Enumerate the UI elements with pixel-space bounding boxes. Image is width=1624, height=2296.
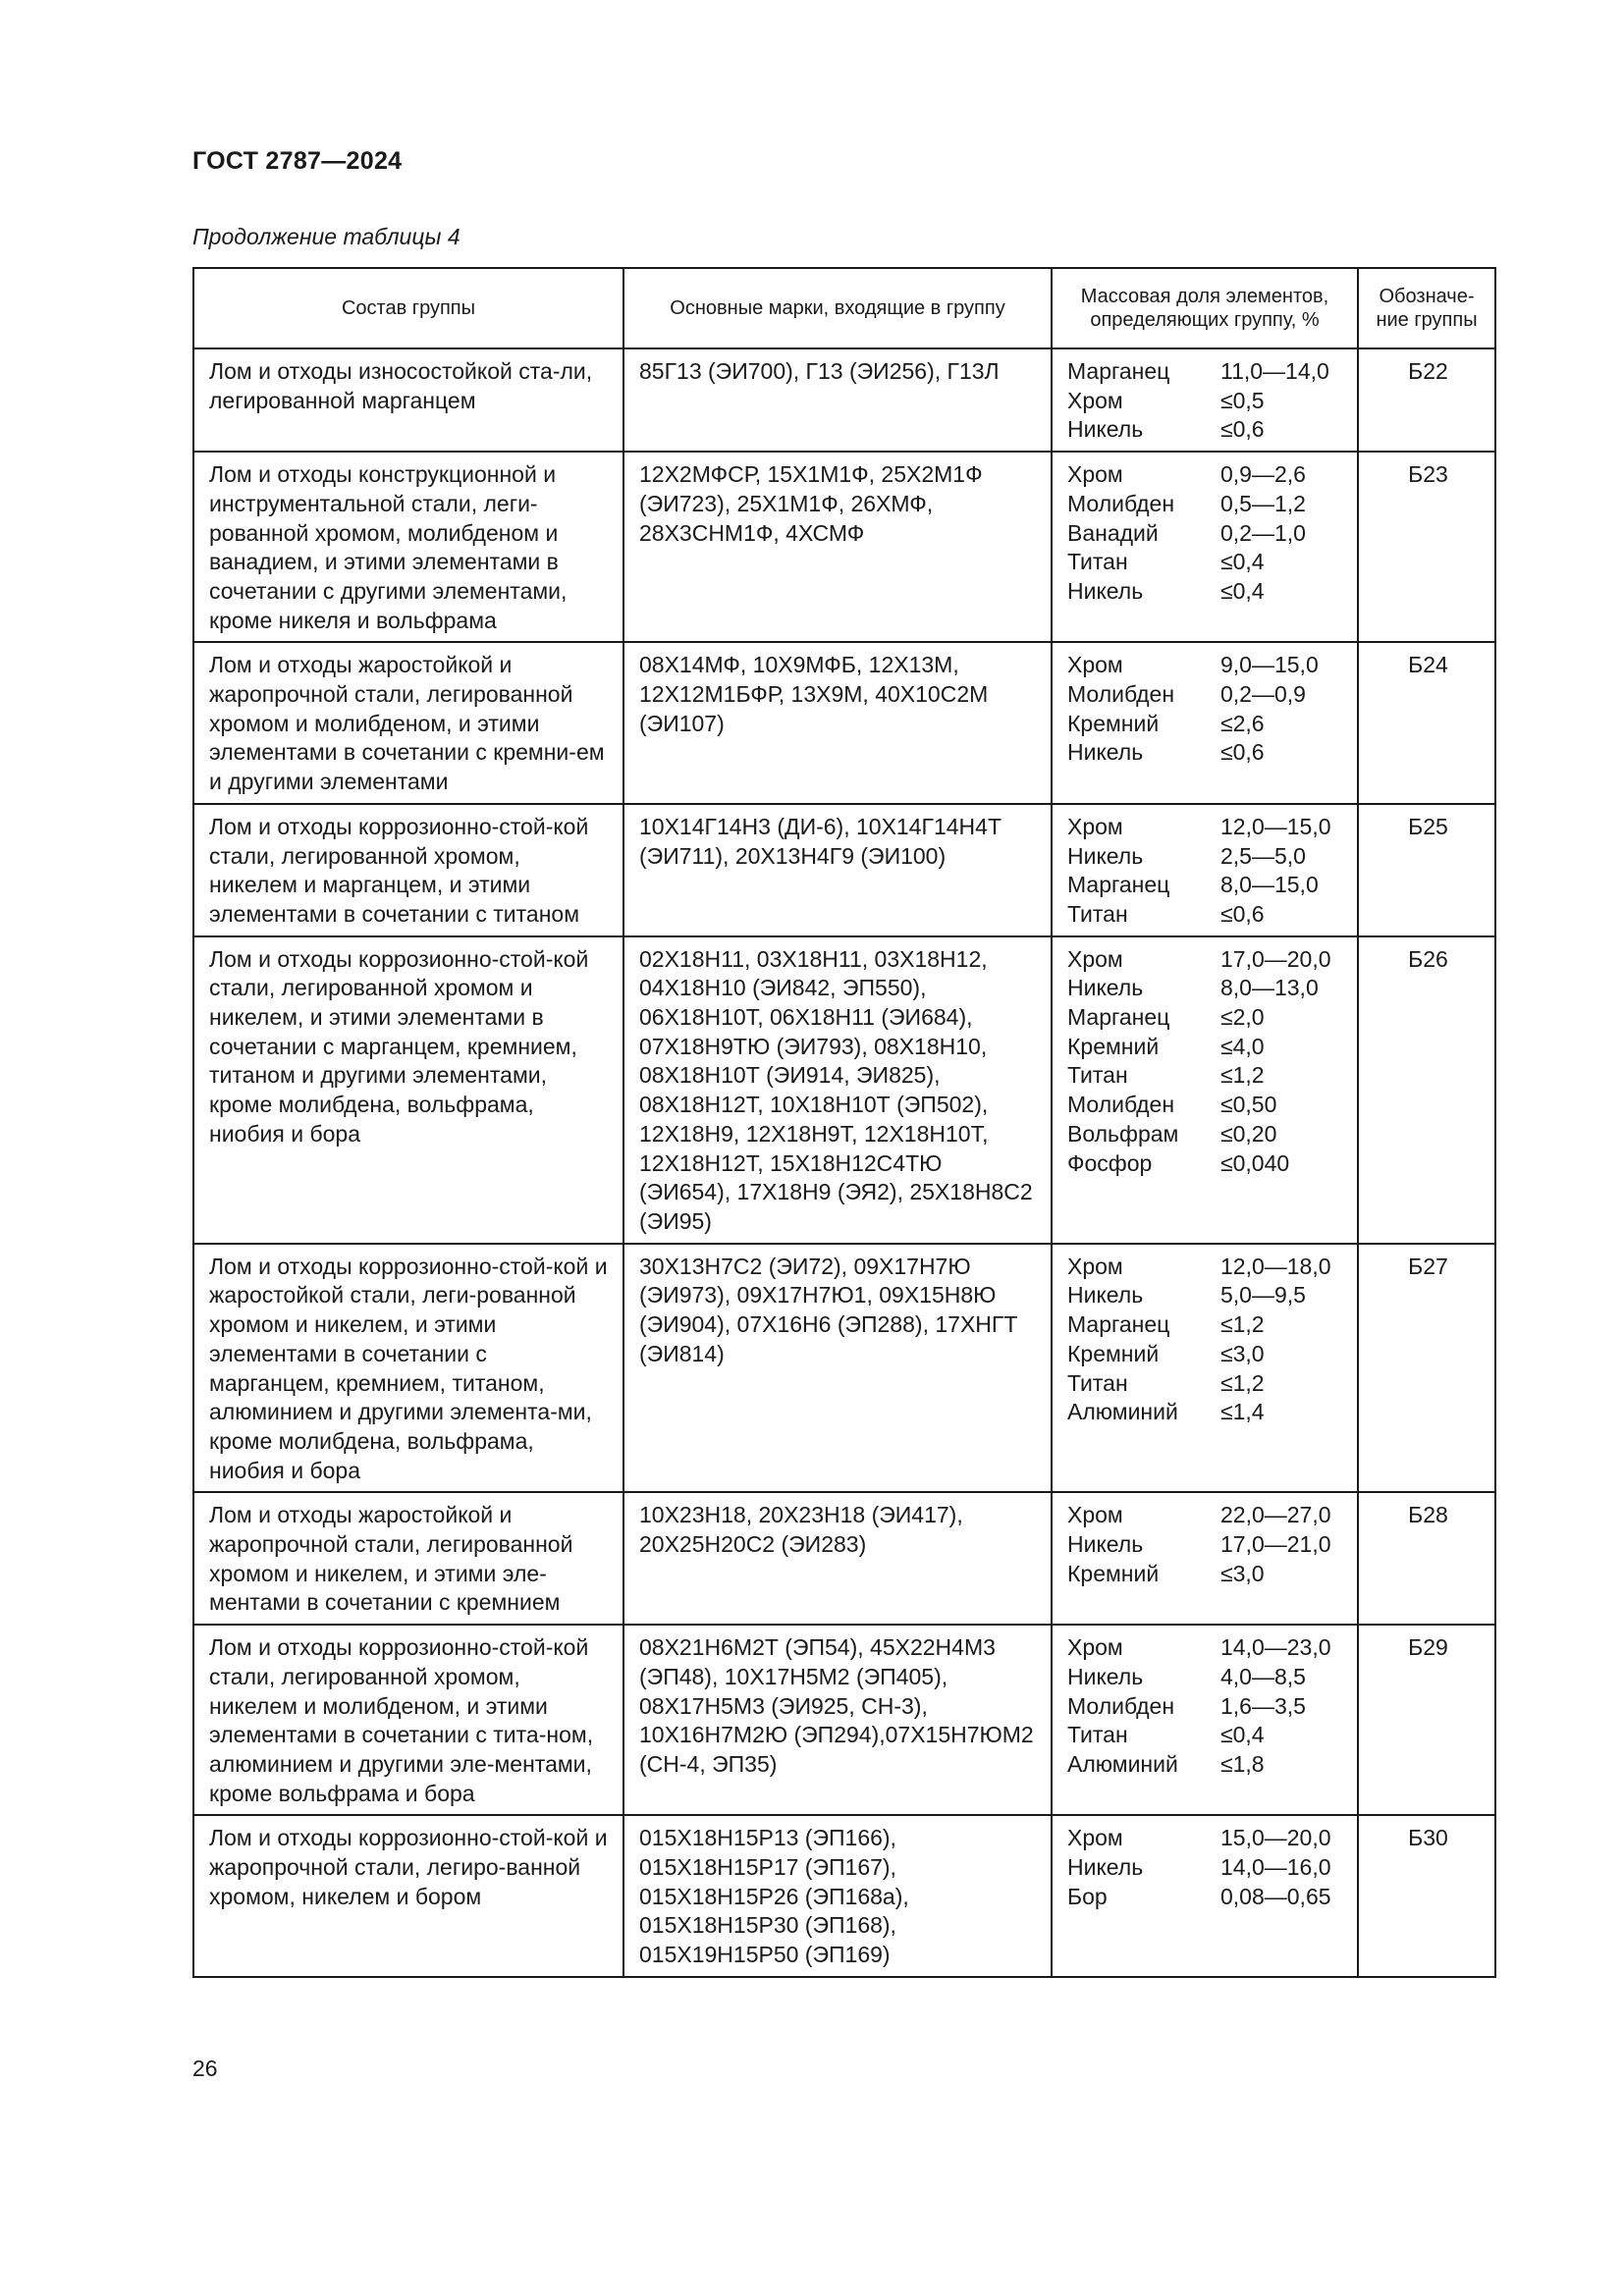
- element-name: Никель: [1067, 1663, 1144, 1689]
- element-value: 12,0—18,0: [1220, 1253, 1331, 1279]
- element-line: [1067, 1560, 1345, 1589]
- element-line: [1067, 813, 1345, 842]
- element-name: Алюминий: [1067, 1750, 1178, 1777]
- element-name: Алюминий: [1067, 1399, 1178, 1425]
- element-name: Хром: [1067, 652, 1123, 678]
- element-value: ≤1,4: [1220, 1399, 1265, 1425]
- cell-grades: 85Г13 (ЭИ700), Г13 (ЭИ256), Г13Л: [623, 348, 1052, 452]
- element-line: [1067, 1692, 1345, 1722]
- element-name: Хром: [1067, 1825, 1123, 1851]
- table-row: [193, 1244, 1495, 1493]
- table-row: [193, 642, 1495, 804]
- element-line: [1067, 1824, 1345, 1853]
- column-header-mass-fraction: Массовая доля элементов, определяющих группу, %: [1052, 268, 1358, 348]
- element-value: ≤0,6: [1220, 900, 1265, 927]
- element-value: ≤1,2: [1220, 1062, 1265, 1089]
- element-line: [1067, 357, 1345, 387]
- element-name: Никель: [1067, 1282, 1144, 1308]
- element-name: Хром: [1067, 813, 1123, 839]
- table-row: [193, 452, 1495, 642]
- element-name: Молибден: [1067, 490, 1175, 516]
- element-name: Хром: [1067, 1253, 1123, 1279]
- element-value: 4,0—8,5: [1220, 1663, 1306, 1689]
- cell-composition: Лом и отходы коррозионно-стой-кой стали, легированной хромом, никелем и молибденом, и этими элементами в сочетании с тита-ном, алюминием и другими эле-ментами, кроме вольфрама и бора: [193, 1625, 623, 1815]
- element-value: 8,0—13,0: [1220, 975, 1319, 1001]
- element-name: Молибден: [1067, 681, 1175, 708]
- element-line: [1067, 1633, 1345, 1663]
- cell-elements: [1052, 936, 1358, 1244]
- cell-composition: Лом и отходы коррозионно-стой-кой стали, легированной хромом и никелем, и этими элементами в сочетании с марганцем, кремнием, титаном и другими элементами, кроме молибдена, вольфрама, ниобия и бора: [193, 936, 623, 1244]
- element-name: Никель: [1067, 975, 1144, 1001]
- cell-composition: Лом и отходы жаростойкой и жаропрочной стали, легированной хромом и молибденом, и этими элементами в сочетании с кремни-ем и другими элементами: [193, 642, 623, 804]
- element-value: ≤3,0: [1220, 1560, 1265, 1586]
- element-line: [1067, 1530, 1345, 1560]
- element-line: [1067, 548, 1345, 577]
- element-name: Фосфор: [1067, 1149, 1153, 1176]
- element-line: [1067, 1033, 1345, 1062]
- element-value: ≤0,5: [1220, 387, 1265, 413]
- cell-grades: 10Х14Г14Н3 (ДИ-6), 10Х14Г14Н4Т (ЭИ711), 20Х13Н4Г9 (ЭИ100): [623, 804, 1052, 936]
- cell-group-code: Б28: [1358, 1492, 1495, 1625]
- element-value: 5,0—9,5: [1220, 1282, 1306, 1308]
- element-value: 0,2—1,0: [1220, 519, 1306, 546]
- table-row: [193, 1492, 1495, 1625]
- element-name: Кремний: [1067, 1033, 1160, 1059]
- element-line: [1067, 1663, 1345, 1692]
- element-line: [1067, 415, 1345, 445]
- column-header-grades: Основные марки, входящие в группу: [623, 268, 1052, 348]
- element-name: Титан: [1067, 1369, 1128, 1396]
- cell-elements: [1052, 804, 1358, 936]
- element-value: 9,0—15,0: [1220, 652, 1319, 678]
- element-name: Никель: [1067, 1531, 1144, 1558]
- element-line: [1067, 1120, 1345, 1149]
- element-value: ≤1,8: [1220, 1750, 1265, 1777]
- cell-grades: 08Х14МФ, 10Х9МФБ, 12Х13М, 12Х12М1БФР, 13Х9М, 40Х10С2М (ЭИ107): [623, 642, 1052, 804]
- cell-elements: [1052, 1815, 1358, 1977]
- cell-grades: 08Х21Н6М2Т (ЭП54), 45Х22Н4М3 (ЭП48), 10Х17Н5М2 (ЭП405), 08Х17Н5М3 (ЭИ925, СН-3), 10Х16Н7М2Ю (ЭП294),07Х15Н7ЮМ2 (СН-4, ЭП35): [623, 1625, 1052, 1815]
- cell-elements: [1052, 348, 1358, 452]
- cell-group-code: Б22: [1358, 348, 1495, 452]
- cell-grades: 12Х2МФСР, 15Х1М1Ф, 25Х2М1Ф (ЭИ723), 25Х1М1Ф, 26ХМФ, 28Х3СНМ1Ф, 4ХСМФ: [623, 452, 1052, 642]
- element-name: Бор: [1067, 1883, 1108, 1909]
- cell-composition: Лом и отходы конструкционной и инструментальной стали, леги-рованной хромом, молибденом и ванадием, и этими элементами в сочетании с другими элементами, кроме никеля и вольфрама: [193, 452, 623, 642]
- element-value: 0,9—2,6: [1220, 461, 1306, 488]
- element-line: [1067, 710, 1345, 739]
- element-value: 17,0—21,0: [1220, 1531, 1331, 1558]
- element-name: Вольфрам: [1067, 1120, 1179, 1147]
- element-value: ≤1,2: [1220, 1311, 1265, 1338]
- cell-grades: 30Х13Н7С2 (ЭИ72), 09Х17Н7Ю (ЭИ973), 09Х17Н7Ю1, 09Х15Н8Ю (ЭИ904), 07Х16Н6 (ЭП288), 17ХНГТ (ЭИ814): [623, 1244, 1052, 1493]
- element-line: [1067, 1721, 1345, 1750]
- element-name: Кремний: [1067, 710, 1160, 736]
- element-line: [1067, 1061, 1345, 1091]
- element-value: ≤0,6: [1220, 416, 1265, 443]
- cell-composition: Лом и отходы коррозионно-стой-кой и жаропрочной стали, легиро-ванной хромом, никелем и бором: [193, 1815, 623, 1977]
- element-line: [1067, 1853, 1345, 1883]
- element-value: 14,0—16,0: [1220, 1854, 1331, 1881]
- element-name: Хром: [1067, 1502, 1123, 1528]
- cell-elements: [1052, 1625, 1358, 1815]
- element-value: 11,0—14,0: [1220, 358, 1329, 384]
- element-line: [1067, 1750, 1345, 1780]
- element-value: 2,5—5,0: [1220, 842, 1306, 869]
- table-header-row: [193, 268, 1495, 348]
- cell-group-code: Б29: [1358, 1625, 1495, 1815]
- element-name: Кремний: [1067, 1560, 1160, 1586]
- column-header-composition: Состав группы: [193, 268, 623, 348]
- cell-group-code: Б24: [1358, 642, 1495, 804]
- table-row: [193, 936, 1495, 1244]
- table-row: [193, 1815, 1495, 1977]
- page-number: 26: [192, 2056, 218, 2081]
- element-line: [1067, 900, 1345, 930]
- element-name: Никель: [1067, 416, 1144, 443]
- element-value: 12,0—15,0: [1220, 813, 1331, 839]
- cell-composition: Лом и отходы коррозионно-стой-кой и жаростойкой стали, леги-рованной хромом и никелем, и этими элементами в сочетании с марганцем, кремнием, титаном, алюминием и другими элемента-ми, кроме молибдена, вольфрама, ниобия и бора: [193, 1244, 623, 1493]
- element-name: Кремний: [1067, 1340, 1160, 1366]
- element-line: [1067, 680, 1345, 710]
- element-line: [1067, 1281, 1345, 1310]
- table-row: [193, 1625, 1495, 1815]
- table-row: [193, 804, 1495, 936]
- element-name: Молибден: [1067, 1092, 1175, 1118]
- element-line: [1067, 1310, 1345, 1340]
- element-line: [1067, 460, 1345, 490]
- element-line: [1067, 1501, 1345, 1530]
- element-value: 17,0—20,0: [1220, 945, 1331, 972]
- element-line: [1067, 1340, 1345, 1369]
- cell-composition: Лом и отходы коррозионно-стой-кой стали, легированной хромом, никелем и марганцем, и этими элементами в сочетании с титаном: [193, 804, 623, 936]
- cell-elements: [1052, 642, 1358, 804]
- element-name: Хром: [1067, 945, 1123, 972]
- cell-grades: 02Х18Н11, 03Х18Н11, 03Х18Н12, 04Х18Н10 (ЭИ842, ЭП550), 06Х18Н10Т, 06Х18Н11 (ЭИ684), 07Х18Н9ТЮ (ЭИ793), 08Х18Н10, 08Х18Н10Т (ЭИ914, ЭИ825), 08Х18Н12Т, 10Х18Н10Т (ЭП502), 12Х18Н9, 12Х18Н9Т, 12Х18Н10Т, 12Х18Н12Т, 15Х18Н12С4ТЮ (ЭИ654), 17Х18Н9 (ЭЯ2), 25Х18Н8С2 (ЭИ95): [623, 936, 1052, 1244]
- cell-composition: Лом и отходы жаростойкой и жаропрочной стали, легированной хромом и никелем, и этими эле-ментами в сочетании с кремнием: [193, 1492, 623, 1625]
- group-table: [192, 267, 1496, 1978]
- element-value: ≤1,2: [1220, 1369, 1265, 1396]
- element-line: [1067, 519, 1345, 549]
- table-caption: Продолжение таблицы 4: [192, 224, 460, 249]
- element-name: Никель: [1067, 1854, 1144, 1881]
- cell-elements: [1052, 1492, 1358, 1625]
- element-name: Титан: [1067, 1722, 1128, 1748]
- element-line: [1067, 490, 1345, 519]
- element-name: Титан: [1067, 900, 1128, 927]
- element-value: ≤0,50: [1220, 1092, 1277, 1118]
- element-name: Ванадий: [1067, 519, 1159, 546]
- cell-group-code: Б23: [1358, 452, 1495, 642]
- element-line: [1067, 738, 1345, 768]
- document-title: ГОСТ 2787—2024: [192, 147, 403, 175]
- column-header-group-code: Обозначе-ние группы: [1358, 268, 1495, 348]
- element-line: [1067, 945, 1345, 975]
- element-value: ≤3,0: [1220, 1340, 1265, 1366]
- element-name: Молибден: [1067, 1692, 1175, 1719]
- element-value: 1,6—3,5: [1220, 1692, 1306, 1719]
- element-line: [1067, 387, 1345, 416]
- element-line: [1067, 871, 1345, 900]
- element-name: Хром: [1067, 1634, 1123, 1661]
- cell-grades: 015Х18Н15Р13 (ЭП166), 015Х18Н15Р17 (ЭП167), 015Х18Н15Р26 (ЭП168а), 015Х18Н15Р30 (ЭП168), 015Х19Н15Р50 (ЭП169): [623, 1815, 1052, 1977]
- element-line: [1067, 1369, 1345, 1399]
- cell-group-code: Б26: [1358, 936, 1495, 1244]
- element-name: Титан: [1067, 1062, 1128, 1089]
- element-name: Марганец: [1067, 872, 1170, 898]
- cell-group-code: Б25: [1358, 804, 1495, 936]
- cell-group-code: Б27: [1358, 1244, 1495, 1493]
- element-line: [1067, 1253, 1345, 1282]
- element-name: Хром: [1067, 387, 1123, 413]
- element-line: [1067, 651, 1345, 680]
- cell-group-code: Б30: [1358, 1815, 1495, 1977]
- cell-elements: [1052, 452, 1358, 642]
- element-name: Марганец: [1067, 1311, 1170, 1338]
- element-line: [1067, 1091, 1345, 1120]
- element-value: 14,0—23,0: [1220, 1634, 1331, 1661]
- element-line: [1067, 974, 1345, 1003]
- element-name: Марганец: [1067, 358, 1170, 384]
- element-value: 8,0—15,0: [1220, 872, 1319, 898]
- element-line: [1067, 842, 1345, 872]
- element-name: Титан: [1067, 549, 1128, 575]
- element-line: [1067, 577, 1345, 607]
- element-value: ≤0,4: [1220, 577, 1265, 604]
- element-value: ≤0,6: [1220, 739, 1265, 766]
- element-value: ≤0,4: [1220, 549, 1265, 575]
- element-line: [1067, 1149, 1345, 1179]
- element-value: ≤0,4: [1220, 1722, 1265, 1748]
- element-value: 15,0—20,0: [1220, 1825, 1331, 1851]
- element-name: Марганец: [1067, 1004, 1170, 1031]
- cell-grades: 10Х23Н18, 20Х23Н18 (ЭИ417), 20Х25Н20С2 (ЭИ283): [623, 1492, 1052, 1625]
- table-row: [193, 348, 1495, 452]
- element-line: [1067, 1398, 1345, 1427]
- element-name: Хром: [1067, 461, 1123, 488]
- element-line: [1067, 1883, 1345, 1912]
- cell-composition: Лом и отходы износостойкой ста-ли, легированной марганцем: [193, 348, 623, 452]
- element-name: Никель: [1067, 842, 1144, 869]
- element-value: 0,08—0,65: [1220, 1883, 1331, 1909]
- element-line: [1067, 1003, 1345, 1033]
- element-value: ≤2,0: [1220, 1004, 1265, 1031]
- element-value: ≤2,6: [1220, 710, 1265, 736]
- element-value: 0,5—1,2: [1220, 490, 1306, 516]
- element-name: Никель: [1067, 739, 1144, 766]
- table-body: [193, 348, 1495, 1977]
- element-name: Никель: [1067, 577, 1144, 604]
- element-value: ≤0,040: [1220, 1149, 1290, 1176]
- element-value: ≤0,20: [1220, 1120, 1277, 1147]
- element-value: 22,0—27,0: [1220, 1502, 1331, 1528]
- element-value: ≤4,0: [1220, 1033, 1265, 1059]
- element-value: 0,2—0,9: [1220, 681, 1306, 708]
- cell-elements: [1052, 1244, 1358, 1493]
